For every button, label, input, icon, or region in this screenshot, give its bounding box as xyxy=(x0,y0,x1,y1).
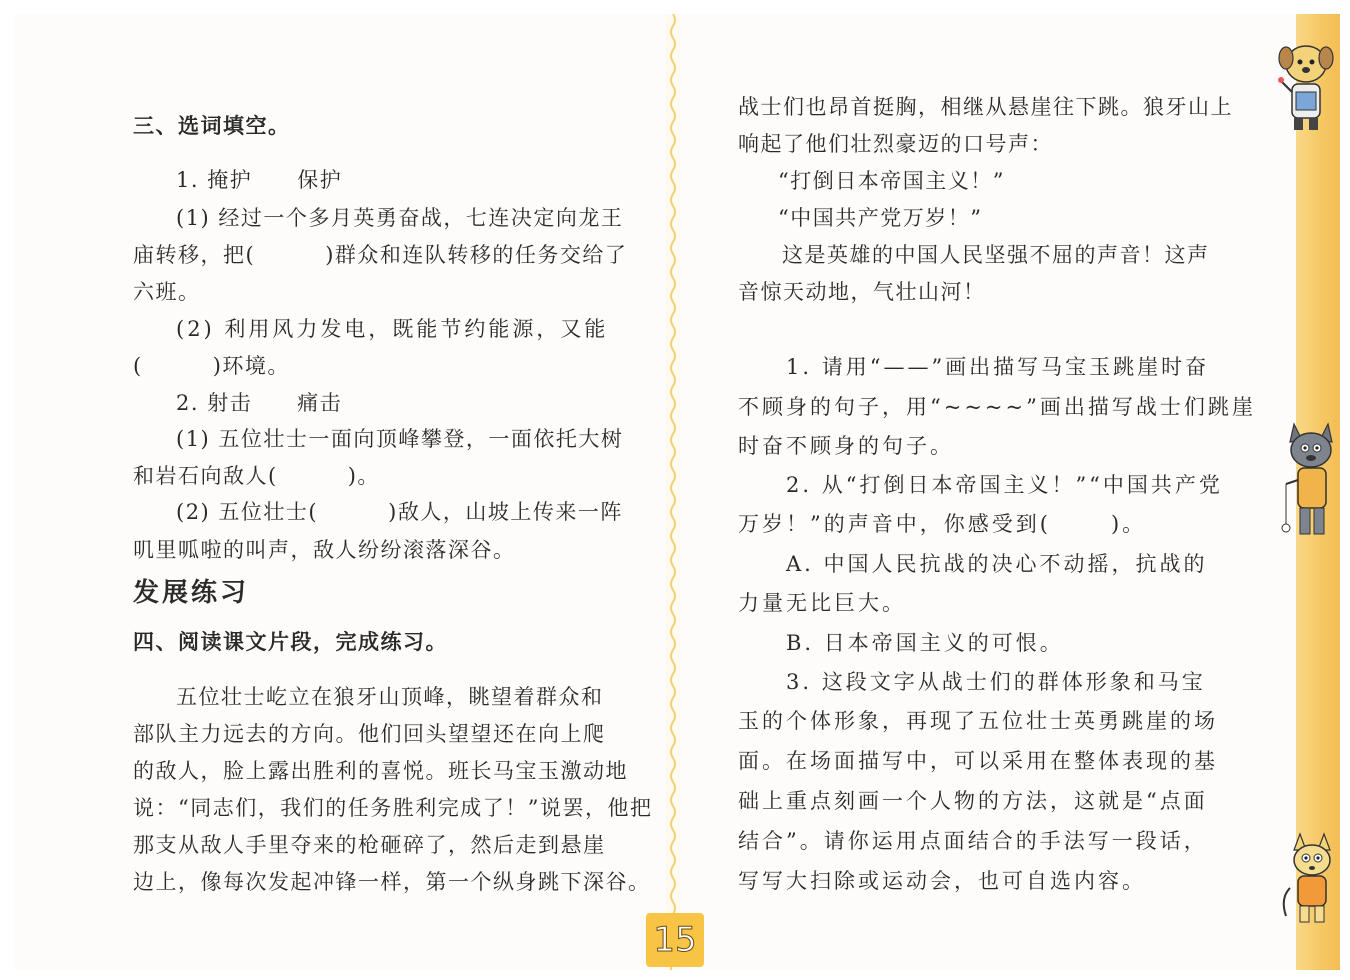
slogan-line: “打倒日本帝国主义！” xyxy=(778,169,1005,193)
wolf-mascot-icon xyxy=(1280,414,1338,550)
question-2-words: 2. 射击 痛击 xyxy=(176,391,343,415)
section-4-title: 四、阅读课文片段，完成练习。 xyxy=(133,630,448,654)
passage-line: 边上，像每次发起冲锋一样，第一个纵身跳下深谷。 xyxy=(133,870,651,894)
passage-line: 说：“同志们，我们的任务胜利完成了！”说罢，他把 xyxy=(133,796,653,820)
question-2-1-line1: (1) 五位壮士一面向顶峰攀登，一面依托大树 xyxy=(176,427,624,451)
question-1-1-line1: (1) 经过一个多月英勇奋战，七连决定向龙王 xyxy=(176,206,624,230)
question-1-words: 1. 掩护 保护 xyxy=(176,168,343,192)
question-2-2-line1: (2) 五位壮士( )敌人，山坡上传来一阵 xyxy=(176,500,623,524)
passage-line: 的敌人，脸上露出胜利的喜悦。班长马宝玉激动地 xyxy=(133,759,628,783)
question-1-1-line2: 庙转移，把( )群众和连队转移的任务交给了 xyxy=(133,243,628,267)
page-number: 15 xyxy=(646,913,704,967)
question-2-line: 万岁！”的声音中，你感受到( )。 xyxy=(738,512,1147,536)
passage-line: 响起了他们壮烈豪迈的口号声： xyxy=(738,132,1053,156)
question-1-line: 1. 请用“——”画出描写马宝玉跳崖时奋 xyxy=(786,355,1210,379)
question-2-line: 2. 从“打倒日本帝国主义！”“中国共产党 xyxy=(786,473,1223,497)
question-3-line: 写写大扫除或运动会，也可自选内容。 xyxy=(738,869,1146,893)
passage-line: 那支从敌人手里夺来的枪砸碎了，然后走到悬崖 xyxy=(133,833,606,857)
question-3-line: 结合”。请你运用点面结合的手法写一段话， xyxy=(738,829,1208,853)
passage-line: 五位壮士屹立在狼牙山顶峰，眺望着群众和 xyxy=(176,685,604,709)
dog-mascot-icon xyxy=(1272,36,1338,132)
question-1-1-line3: 六班。 xyxy=(133,280,201,304)
option-a-line: A. 中国人民抗战的决心不动摇，抗战的 xyxy=(786,552,1208,576)
question-2-1-line2: 和岩石向敌人( )。 xyxy=(133,464,380,488)
option-b-line: B. 日本帝国主义的可恨。 xyxy=(786,631,1064,655)
question-3-line: 3. 这段文字从战士们的群体形象和马宝 xyxy=(786,670,1206,694)
question-2-2-line2: 叽里呱啦的叫声，敌人纷纷滚落深谷。 xyxy=(133,538,516,562)
passage-line: 部队主力远去的方向。他们回头望望还在向上爬 xyxy=(133,722,606,746)
slogan-line: “中国共产党万岁！” xyxy=(778,206,983,230)
question-3-line: 面。在场面描写中，可以采用在整体表现的基 xyxy=(738,749,1218,773)
question-1-2-line1: (2) 利用风力发电，既能节约能源，又能 xyxy=(176,317,609,341)
question-1-2-line2: ( )环境。 xyxy=(133,354,290,378)
section-3-title: 三、选词填空。 xyxy=(133,114,291,138)
question-1-line: 不顾身的句子，用“~~~~”画出描写战士们跳崖 xyxy=(738,395,1256,419)
passage-line: 这是英雄的中国人民坚强不屈的声音！这声 xyxy=(782,243,1210,267)
passage-line: 战士们也昂首挺胸，相继从悬崖往下跳。狼牙山上 xyxy=(738,95,1233,119)
question-3-line: 玉的个体形象，再现了五位壮士英勇跳崖的场 xyxy=(738,709,1218,733)
question-1-line: 时奋不顾身的句子。 xyxy=(738,434,954,458)
option-a-line: 力量无比巨大。 xyxy=(738,591,906,615)
left-page xyxy=(14,14,666,970)
question-3-line: 础上重点刻画一个人物的方法，这就是“点面 xyxy=(738,789,1208,813)
passage-line: 音惊天动地，气壮山河！ xyxy=(738,280,986,304)
page-gutter xyxy=(666,14,680,970)
fox-mascot-icon xyxy=(1278,828,1338,928)
development-practice-title: 发展练习 xyxy=(133,578,250,608)
